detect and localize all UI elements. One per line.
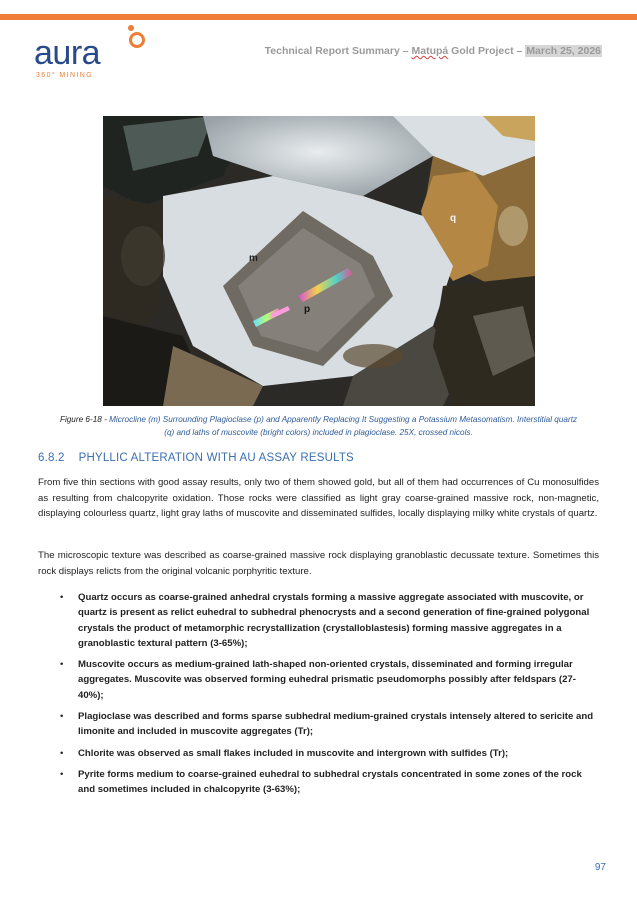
header-date: March 25, 2026 <box>526 45 601 57</box>
company-logo <box>34 24 154 84</box>
mineral-bullet-list <box>38 590 599 804</box>
page-number: 97 <box>594 862 606 873</box>
section-heading <box>38 452 354 464</box>
paragraph-1: From five thin sections with good assay results, only two of them showed gold, but all of them had occurrences of Cu monosulfides as resulting from chalcopyrite oxidation. Those rocks were classified as light gray coarse-grained massive rock, non-magnetic, displaying colourless quartz, light gray laths of muscovite and disseminated sulfides, locally displaying milky white crystals of quartz. <box>38 477 599 519</box>
caption-label: Figure 6-18 - <box>59 415 110 424</box>
list-item <box>38 746 599 761</box>
bullet-icon: • <box>60 659 64 671</box>
list-item <box>38 709 599 740</box>
section-title: PHYLLIC ALTERATION WITH AU ASSAY RESULTS <box>78 452 354 464</box>
bullet-icon: • <box>60 768 64 780</box>
micrograph-label-p: p <box>304 304 311 315</box>
micrograph-image <box>103 116 535 406</box>
logo-mark-icon <box>122 24 152 50</box>
caption-line-2: (q) and laths of muscovite (bright colors) included in plagioclase. 25X, crossed nicols. <box>164 428 473 437</box>
micrograph-figure <box>103 116 535 406</box>
list-item-text: Pyrite forms medium to coarse-grained euhedral to subhedral crystals concentrated in some zones of the rock and sometimes included in chalcopyrite (3-63%); <box>78 768 582 796</box>
list-item-text: Chlorite was observed as small flakes included in muscovite and intergrown with sulfides (Tr); <box>78 747 509 759</box>
caption-line-1: Microcline (m) Surrounding Plagioclase (p) and Apparently Replacing It Suggesting a Potassium Metasomatism. Interstitial quartz <box>109 415 578 424</box>
list-item <box>38 767 599 798</box>
list-item-text: Muscovite occurs as medium-grained lath-shaped non-oriented crystals, disseminated and forming irregular aggregates. Muscovite was observed forming euhedral prismatic pseudomorphs possibly after feldspars (27-40%); <box>78 659 576 701</box>
bullet-icon: • <box>60 711 64 723</box>
paragraph-2: The microscopic texture was described as coarse-grained massive rock displaying granoblastic decussate texture. Sometimes this rock displays relicts from the original volcanic porphyritic texture. <box>38 550 599 577</box>
figure-caption <box>40 413 597 439</box>
bullet-icon: • <box>60 747 64 759</box>
list-item <box>38 590 599 651</box>
bullet-icon: • <box>60 592 64 603</box>
header-title-prefix: Technical Report Summary – <box>264 45 412 57</box>
list-item-text: Plagioclase was described and forms sparse subhedral medium-grained crystals intensely altered to sericite and limonite and included in muscovite aggregates (Tr); <box>78 711 594 738</box>
logo-tagline: 360° MINING <box>36 72 94 79</box>
list-item-text: Quartz occurs as coarse-grained anhedral crystals forming a massive aggregate associated with muscovite, or quartz is present as relict euhedral to subhedral phenocrysts and a second generation of fine-grained polygonal crystals the product of metamorphic recrystallization (crystalloblastesis) forming massive aggregates in a granoblastic textural pattern (3-65%); <box>78 592 590 649</box>
report-header-title <box>265 45 602 57</box>
micrograph-label-q: q <box>450 213 457 224</box>
logo-wordmark: aura <box>34 34 101 72</box>
header-title-mid: Gold Project – <box>448 45 526 57</box>
list-item <box>38 657 599 703</box>
micrograph-label-m: m <box>249 253 258 264</box>
header-project-name: Matupá <box>411 45 449 57</box>
header-accent-bar <box>0 14 637 20</box>
section-number: 6.8.2 <box>38 452 65 464</box>
